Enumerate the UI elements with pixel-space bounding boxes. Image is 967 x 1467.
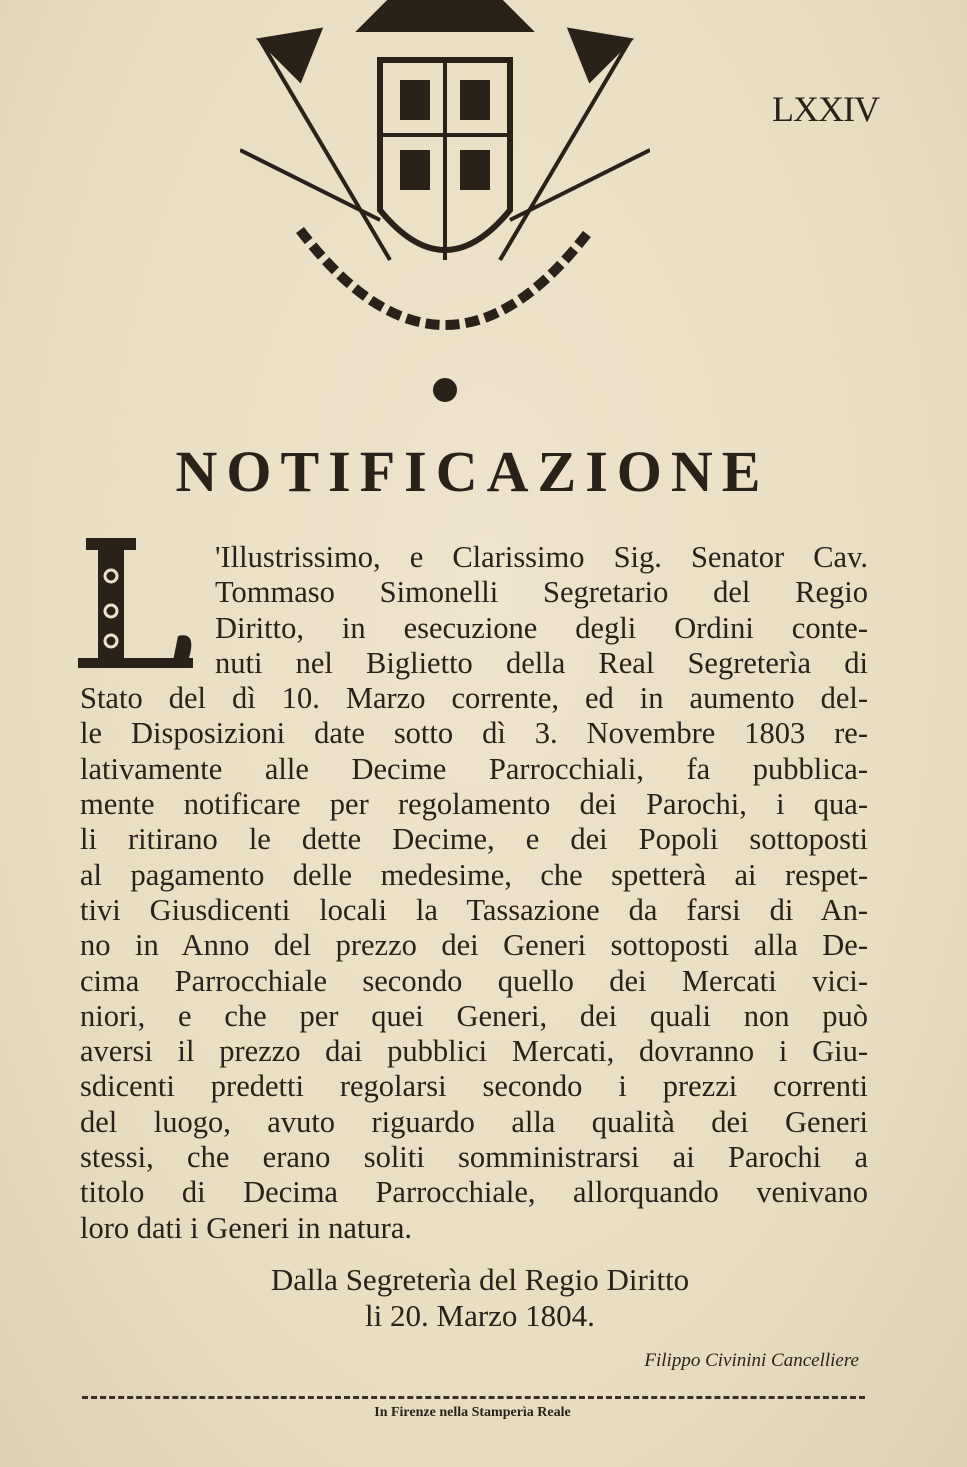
signature: Filippo Civinini Cancelliere bbox=[644, 1350, 859, 1371]
body-line: li ritirano le dette Decime, e dei Popoli sottoposti bbox=[80, 822, 868, 857]
body-line: loro dati i Generi in natura. bbox=[80, 1210, 413, 1245]
document-number: LXXIV bbox=[772, 89, 879, 129]
closing-block bbox=[200, 1262, 760, 1334]
body-line: aversi il prezzo dai pubblici Mercati, dovranno i Giu- bbox=[80, 1034, 868, 1069]
body-line: stessi, che erano soliti somministrarsi ai Parochi a bbox=[80, 1140, 868, 1175]
body-line: nuti nel Biglietto della Real Segreterìa di bbox=[215, 645, 868, 680]
body-line: no in Anno del prezzo dei Generi sottoposti alla De- bbox=[80, 928, 868, 963]
body-line: niori, e che per quei Generi, dei quali non può bbox=[80, 998, 868, 1033]
body-line: lativamente alle Decime Parrocchiali, fa pubblica- bbox=[80, 751, 868, 786]
body-line: al pagamento delle medesime, che spetterà ai respet- bbox=[80, 857, 868, 892]
closing-date: li 20. Marzo 1804. bbox=[365, 1298, 595, 1333]
closing-office: Dalla Segreterìa del Regio Diritto bbox=[270, 1262, 690, 1297]
printer-imprint: In Firenze nella Stamperìa Reale bbox=[374, 1405, 571, 1420]
body-line: mente notificare per regolamento dei Parochi, i qua- bbox=[80, 787, 868, 822]
dashed-divider bbox=[82, 1396, 865, 1399]
coat-of-arms-emblem bbox=[240, 0, 650, 410]
page-title: NOTIFICAZIONE bbox=[175, 439, 770, 504]
body-line: cima Parrocchiale secondo quello dei Mercati vici- bbox=[80, 963, 868, 998]
body-line: Tommaso Simonelli Segretario del Regio bbox=[215, 575, 868, 610]
body-line: del luogo, avuto riguardo alla qualità dei Generi bbox=[80, 1104, 868, 1139]
drop-cap-letter: L bbox=[78, 536, 79, 537]
body-line: Diritto, in esecuzione degli Ordini conte- bbox=[215, 610, 868, 645]
body-line: 'Illustrissimo, e Clarissimo Sig. Senator Cav. bbox=[215, 540, 868, 574]
body-line: Stato del dì 10. Marzo corrente, ed in aumento del- bbox=[80, 681, 868, 716]
body-line: tivi Giusdicenti locali la Tassazione da farsi di An- bbox=[80, 892, 868, 927]
notice-body bbox=[80, 540, 868, 1246]
body-line: le Disposizioni date sotto dì 3. Novembre 1803 re- bbox=[80, 716, 868, 751]
body-line: sdicenti predetti regolarsi secondo i prezzi correnti bbox=[80, 1069, 868, 1104]
body-line: titolo di Decima Parrocchiale, allorquando venivano bbox=[80, 1175, 868, 1210]
